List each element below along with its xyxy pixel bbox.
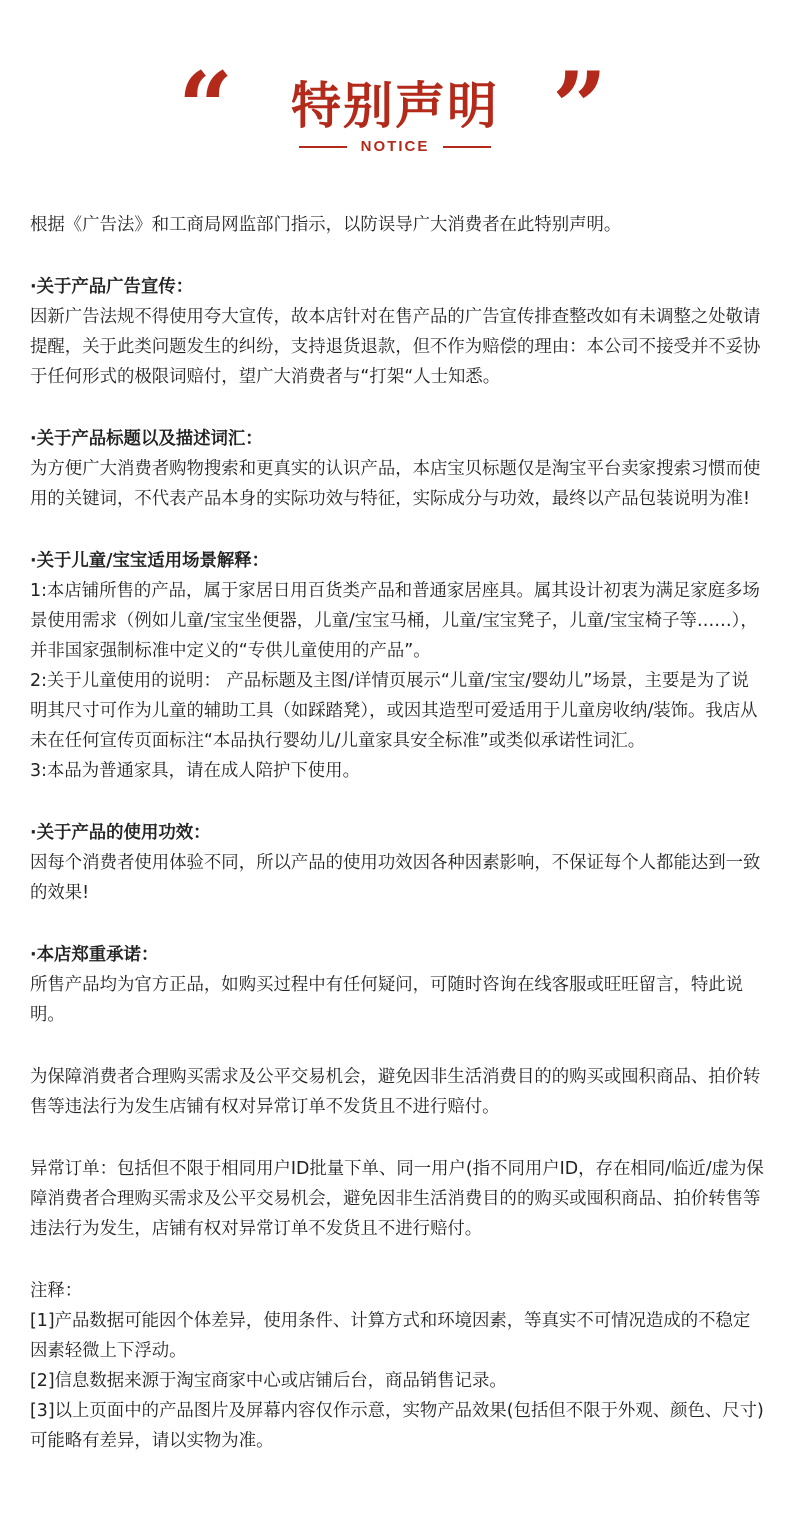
close-quote-mark: ” — [552, 51, 608, 164]
notice-subtitle-row — [0, 138, 790, 155]
protection-text: 为保障消费者合理购买需求及公平交易机会，避免因非生活消费目的的购买或囤积商品、拍价转售等违法行为发生店铺有权对异常订单不发货且不进行赔付。 — [30, 1067, 761, 1117]
intro-text: 根据《广告法》和工商局网监部门指示，以防误导广大消费者在此特别声明。 — [30, 215, 622, 235]
note-item-2: [2]信息数据来源于淘宝商家中心或店铺后台，商品销售记录。 — [30, 1371, 507, 1391]
section-text-children-3: 3:本品为普通家具，请在成人陪护下使用。 — [30, 761, 360, 781]
page-title: 特别声明 — [291, 77, 499, 135]
section-text-advertising: 因新广告法规不得使用夸大宣传，故本店针对在售产品的广告宣传排查整改如有未调整之处敬请提醒，关于此类问题发生的纠纷，支持退货退款，但不作为赔偿的理由：本公司不接受并不妥协于任何形式的极限词赔付，望广大消费者与“打架“人士知悉。 — [30, 307, 761, 387]
statement-body — [30, 210, 764, 1456]
notice-divider-right — [443, 146, 491, 148]
section-heading-advertising: ·关于产品广告宣传： — [30, 277, 194, 297]
open-quote-mark: “ — [178, 51, 234, 164]
section-heading-commitment: ·本店郑重承诺： — [30, 945, 159, 965]
section-text-titles: 为方便广大消费者购物搜索和更真实的认识产品，本店宝贝标题仅是淘宝平台卖家搜索习惯而使用的关键词，不代表产品本身的实际功效与特征，实际成分与功效，最终以产品包装说明为准! — [30, 459, 761, 509]
notice-header — [0, 51, 790, 170]
abnormal-order-text: 异常订单：包括但不限于相同用户ID批量下单、同一用户(指不同用户ID，存在相同/临近/虚为保障消费者合理购买需求及公平交易机会，避免因非生活消费目的的购买或囤积商品、拍价转售等违法行为发生，店铺有权对异常订单不发货且不进行赔付。 — [30, 1159, 764, 1239]
section-heading-children: ·关于儿童/宝宝适用场景解释： — [30, 551, 270, 571]
section-heading-efficacy: ·关于产品的使用功效： — [30, 823, 211, 843]
note-item-1: [1]产品数据可能因个体差异，使用条件、计算方式和环境因素，等真实不可情况造成的不稳定因素轻微上下浮动。 — [30, 1311, 751, 1361]
section-text-children-1: 1:本店铺所售的产品，属于家居日用百货类产品和普通家居座具。属其设计初衷为满足家庭多场景使用需求（例如儿童/宝宝坐便器，儿童/宝宝马桶，儿童/宝宝凳子，儿童/宝宝椅子等……），并非国家强制标准中定义的“专供儿童使用的产品”。 — [30, 581, 760, 661]
section-heading-titles: ·关于产品标题以及描述词汇： — [30, 429, 263, 449]
section-text-commitment: 所售产品均为官方正品，如购买过程中有任何疑问，可随时咨询在线客服或旺旺留言，特此说明。 — [30, 975, 744, 1025]
section-text-efficacy: 因每个消费者使用体验不同，所以产品的使用功效因各种因素影响，不保证每个人都能达到一致的效果! — [30, 853, 761, 903]
section-text-children-2: 2:关于儿童使用的说明： 产品标题及主图/详情页展示“儿童/宝宝/婴幼儿”场景，主要是为了说明其尺寸可作为儿童的辅助工具（如踩踏凳），或因其造型可爱适用于儿童房收纳/装饰。我店从未在任何宣传页面标注“本品执行婴幼儿/儿童家具安全标准”或类似承诺性词汇。 — [30, 671, 758, 751]
notes-label: 注释： — [30, 1281, 83, 1301]
notice-divider-left — [299, 146, 347, 148]
notice-subtitle: NOTICE — [360, 138, 430, 155]
note-item-3: [3]以上页面中的产品图片及屏幕内容仅作示意，实物产品效果(包括但不限于外观、颜色、尺寸)可能略有差异，请以实物为准。 — [30, 1401, 764, 1451]
